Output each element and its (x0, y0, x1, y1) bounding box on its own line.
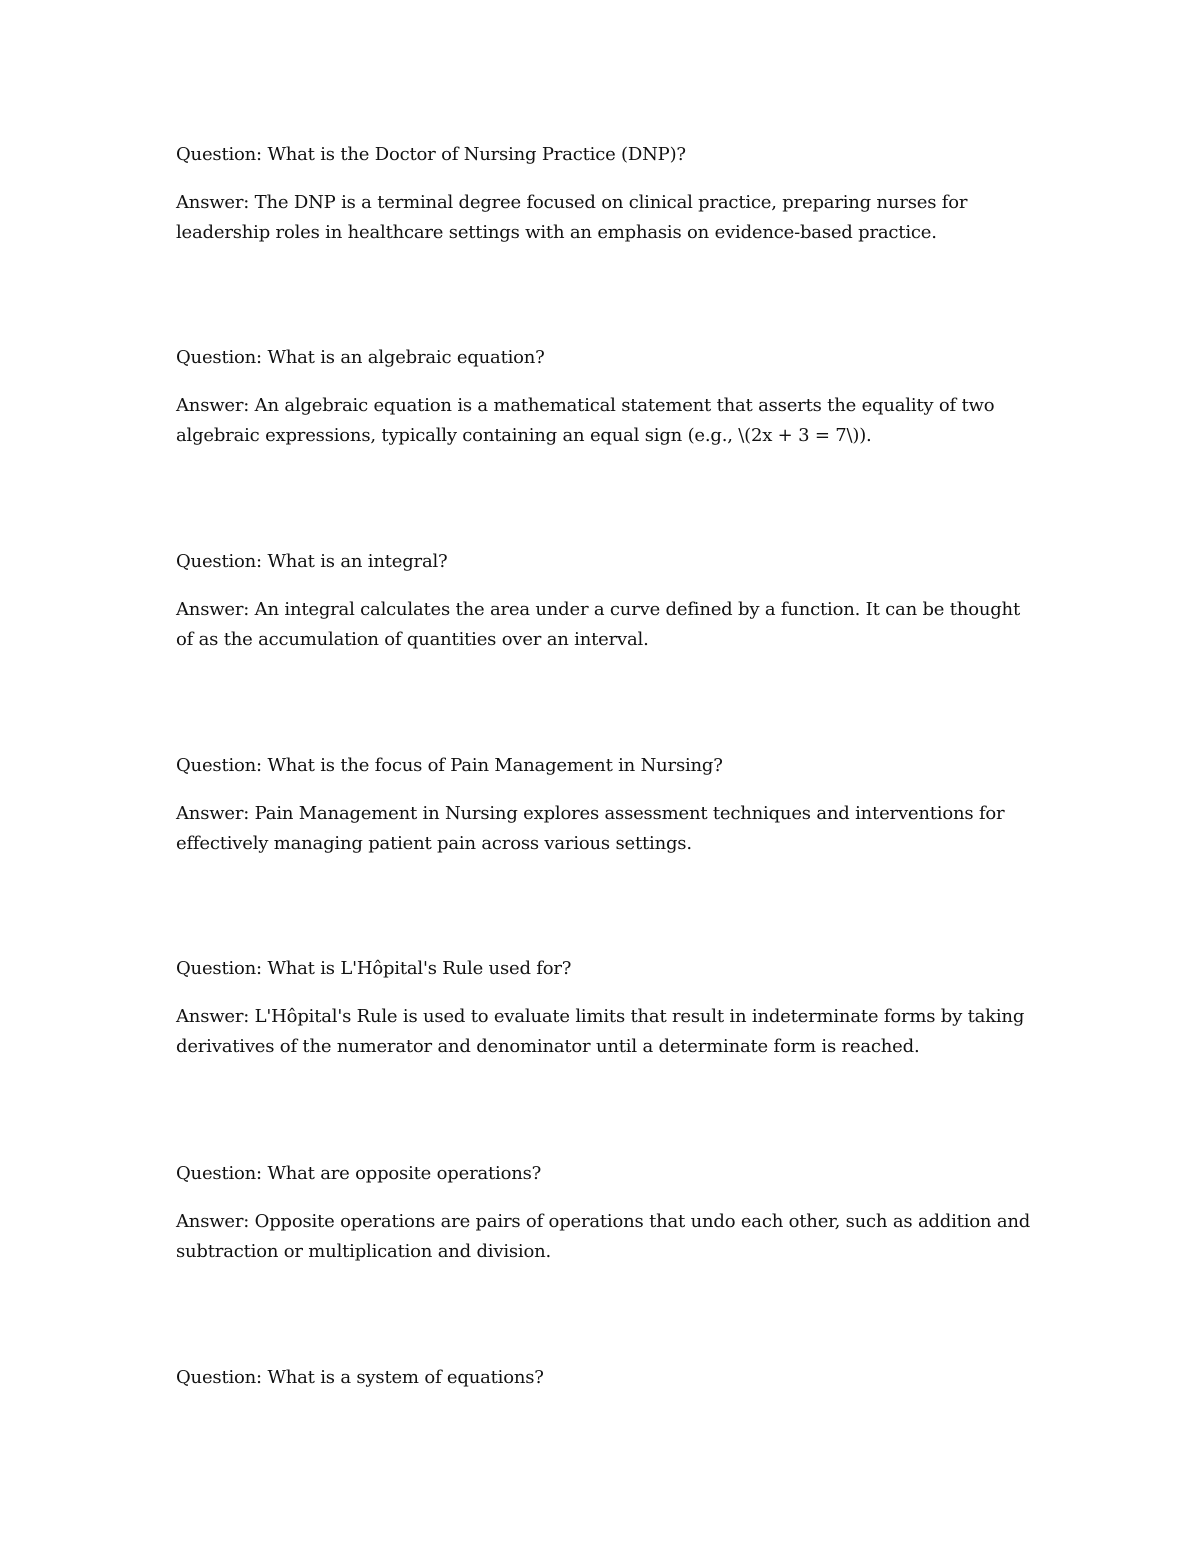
question-text: Question: What is the focus of Pain Management in Nursing? (176, 755, 723, 776)
answer-text: Answer: Opposite operations are pairs of operations that undo each other, such as addition and subtraction or multiplication and division. (176, 1211, 1031, 1262)
question-text: Question: What is a system of equations? (176, 1367, 544, 1388)
answer-text: Answer: The DNP is a terminal degree focused on clinical practice, preparing nurses for leadership roles in healthcare settings with an emphasis on evidence-based practice. (176, 192, 968, 243)
answer-text: Answer: Pain Management in Nursing explores assessment techniques and interventions for effectively managing patient pain across various settings. (176, 803, 1005, 854)
answer-text: Answer: L'Hôpital's Rule is used to evaluate limits that result in indeterminate forms by taking derivatives of the numerator and denominator until a determinate form is reached. (176, 1006, 1025, 1057)
qa-block (176, 751, 1036, 859)
question-text: Question: What is L'Hôpital's Rule used for? (176, 958, 572, 979)
qa-block (176, 1363, 1036, 1393)
question-text: Question: What is an integral? (176, 551, 448, 572)
qa-block (176, 140, 1036, 248)
question-text: Question: What is an algebraic equation? (176, 347, 545, 368)
qa-block (176, 343, 1036, 451)
qa-block (176, 547, 1036, 655)
qa-block (176, 954, 1036, 1062)
qa-block (176, 1159, 1036, 1267)
answer-text: Answer: An algebraic equation is a mathematical statement that asserts the equality of two algebraic expressions, typically containing an equal sign (e.g., \(2x + 3 = 7\)). (176, 395, 995, 446)
answer-text: Answer: An integral calculates the area under a curve defined by a function. It can be thought of as the accumulation of quantities over an interval. (176, 599, 1020, 650)
question-text: Question: What is the Doctor of Nursing Practice (DNP)? (176, 144, 686, 165)
question-text: Question: What are opposite operations? (176, 1163, 542, 1184)
